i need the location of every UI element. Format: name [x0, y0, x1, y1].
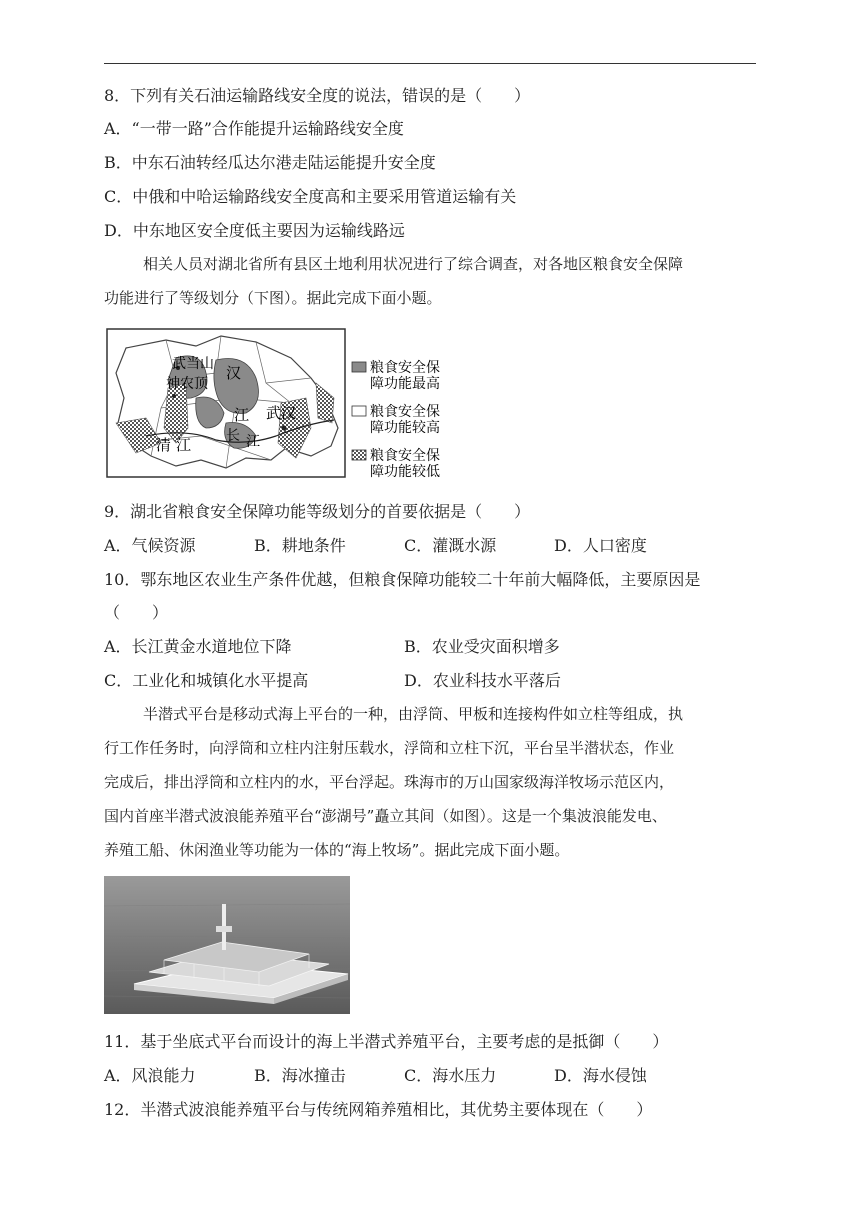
passage2-line5: 养殖工船、休闲渔业等功能为一体的“海上牧场”。据此完成下面小题。: [104, 841, 570, 859]
label-han: 汉: [226, 364, 242, 382]
label-qing: 清: [156, 436, 172, 454]
q8-stem: 8．下列有关石油运输路线安全度的说法，错误的是（ ）: [104, 86, 531, 105]
q10-stem: 10．鄂东地区农业生产条件优越，但粮食保障功能较二十年前大幅降低，主要原因是: [104, 570, 701, 589]
q9-option-b[interactable]: B．耕地条件: [254, 536, 346, 555]
q9-option-a[interactable]: A．气候资源: [104, 536, 196, 555]
label-jiang: 江: [234, 406, 250, 424]
q11-option-c[interactable]: C．海水压力: [404, 1066, 497, 1085]
q11-option-a[interactable]: A．风浪能力: [104, 1066, 196, 1085]
legend-swatch-highest: [352, 362, 366, 372]
q8-option-c[interactable]: C．中俄和中哈运输路线安全度高和主要采用管道运输有关: [104, 187, 517, 206]
legend-higher-line2: 障功能较高: [370, 420, 440, 436]
q9-option-d[interactable]: D．人口密度: [554, 536, 647, 555]
label-wuhan: 武汉: [266, 404, 297, 422]
passage2-line1: 半潜式平台是移动式海上平台的一种，由浮筒、甲板和连接构件如立柱等组成，执: [143, 705, 684, 723]
legend-swatch-lower: [352, 450, 366, 460]
q8-option-b[interactable]: B．中东石油转经瓜达尔港走陆运能提升安全度: [104, 153, 436, 172]
q11-stem: 11．基于坐底式平台而设计的海上半潜式养殖平台，主要考虑的是抵御（ ）: [104, 1032, 669, 1051]
passage2-line4: 国内首座半潜式波浪能养殖平台“澎湖号”矗立其间（如图）。这是一个集波浪能发电、: [104, 807, 667, 825]
passage2-line2: 行工作任务时，向浮筒和立柱内注射压载水，浮筒和立柱下沉，平台呈半潜状态，作业: [104, 739, 675, 757]
q8-option-d[interactable]: D．中东地区安全度低主要因为运输线路远: [104, 221, 405, 240]
penghu-platform-photo: [104, 876, 350, 1014]
legend-swatch-higher: [352, 406, 366, 416]
passage1-line1: 相关人员对湖北省所有县区土地利用状况进行了综合调查，对各地区粮食安全保障: [143, 255, 684, 273]
label-shennongjia: 神农顶: [166, 376, 208, 392]
q11-option-b[interactable]: B．海冰撞击: [254, 1066, 346, 1085]
legend-lower-line2: 障功能较低: [370, 464, 440, 480]
label-jiang2: 江: [176, 436, 192, 454]
q10-stem-blank: （ ）: [104, 603, 169, 622]
q9-option-c[interactable]: C．灌溉水源: [404, 536, 497, 555]
wuhan-marker: [282, 426, 287, 431]
label-jiang3: 江: [246, 434, 260, 450]
legend-highest-line2: 障功能最高: [370, 376, 440, 392]
q10-option-a[interactable]: A．长江黄金水道地位下降: [104, 637, 292, 656]
q10-option-c[interactable]: C．工业化和城镇化水平提高: [104, 671, 309, 690]
q12-stem: 12．半潜式波浪能养殖平台与传统网箱养殖相比，其优势主要体现在（ ）: [104, 1100, 653, 1119]
shennongjia-marker: [172, 394, 176, 398]
passage1-line2: 功能进行了等级划分（下图）。据此完成下面小题。: [104, 289, 442, 307]
q8-option-a[interactable]: A．“一带一路”合作能提升运输路线安全度: [104, 119, 404, 138]
q11-option-d[interactable]: D．海水侵蚀: [554, 1066, 647, 1085]
q10-option-b[interactable]: B．农业受灾面积增多: [404, 637, 560, 656]
legend-lower-line1: 粮食安全保: [370, 448, 440, 464]
hubei-food-security-map: [106, 328, 452, 480]
q10-option-d[interactable]: D．农业科技水平落后: [404, 671, 561, 690]
label-chang: 长: [226, 428, 240, 444]
legend-highest-line1: 粮食安全保: [370, 360, 440, 376]
label-wudangshan: 武当山: [172, 356, 214, 372]
legend-higher-line1: 粮食安全保: [370, 404, 440, 420]
header-rule: [104, 63, 756, 64]
passage2-line3: 完成后，排出浮筒和立柱内的水，平台浮起。珠海市的万山国家级海洋牧场示范区内，: [104, 773, 675, 791]
q9-stem: 9．湖北省粮食安全保障功能等级划分的首要依据是（ ）: [104, 502, 531, 521]
